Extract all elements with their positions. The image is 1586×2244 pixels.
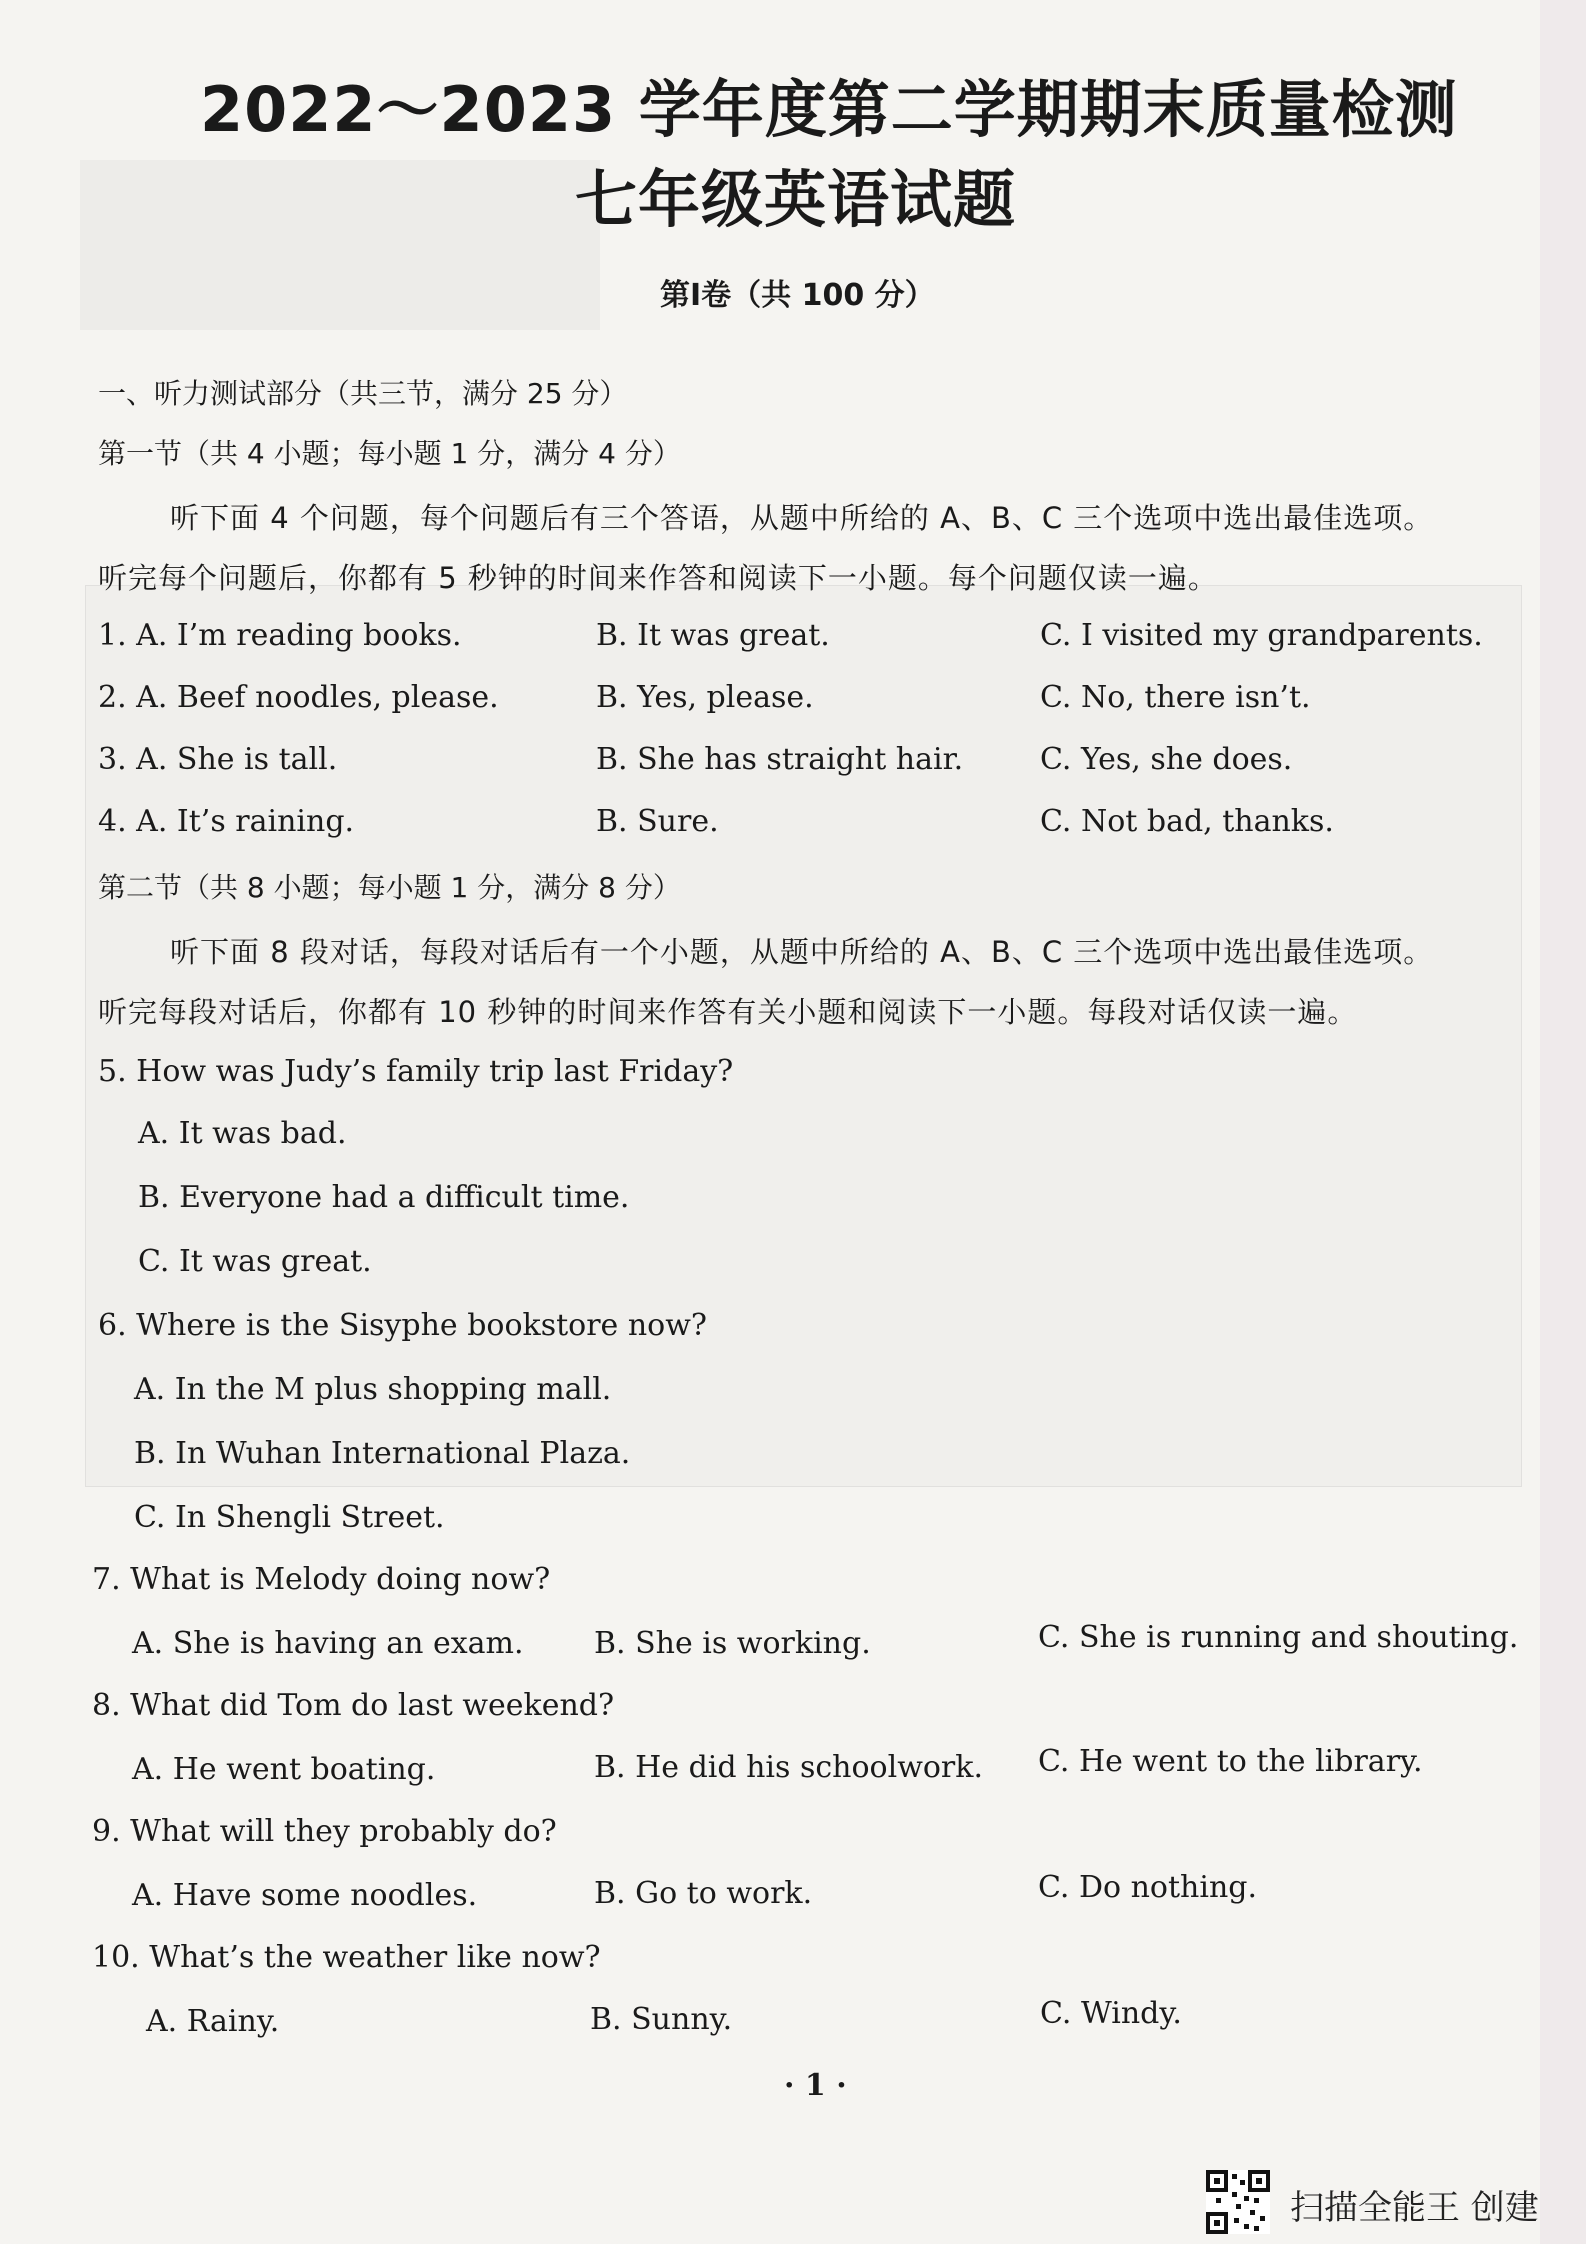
q8-option-a: A. He went boating. (132, 1752, 436, 1787)
q8-option-c: C. He went to the library. (1038, 1744, 1423, 1779)
bleed-through-patch (80, 160, 600, 330)
section1-instructions-line2: 听完每个问题后，你都有 5 秒钟的时间来作答和阅读下一小题。每个问题仅读一遍。 (98, 561, 1218, 595)
exam-title-line2: 七年级英语试题 (575, 163, 1017, 236)
q6-option-b: B. In Wuhan International Plaza. (134, 1436, 631, 1471)
q5-option-c: C. It was great. (138, 1244, 372, 1279)
section1-heading: 第一节（共 4 小题；每小题 1 分，满分 4 分） (98, 437, 681, 470)
q5-option-a: A. It was bad. (138, 1116, 347, 1151)
q5-option-b: B. Everyone had a difficult time. (138, 1180, 630, 1215)
q1-option-b: B. It was great. (596, 618, 830, 653)
q2-option-a: 2. A. Beef noodles, please. (98, 680, 499, 715)
q7-option-b: B. She is working. (594, 1626, 871, 1661)
q4-option-c: C. Not bad, thanks. (1040, 804, 1334, 839)
q9-option-b: B. Go to work. (594, 1876, 813, 1911)
exam-title-line1: 2022～2023 学年度第二学期期末质量检测 (200, 73, 1458, 146)
qr-code-icon (1206, 2170, 1270, 2234)
page-number: · 1 · (784, 2068, 847, 2103)
q5-stem: 5. How was Judy’s family trip last Friday? (98, 1054, 734, 1089)
section2-heading: 第二节（共 8 小题；每小题 1 分，满分 8 分） (98, 871, 681, 904)
q2-option-b: B. Yes, please. (596, 680, 814, 715)
q10-option-b: B. Sunny. (590, 2002, 733, 2037)
section2-instructions-line2: 听完每段对话后，你都有 10 秒钟的时间来作答有关小题和阅读下一小题。每段对话仅读一遍。 (98, 995, 1358, 1029)
part-heading: 一、听力测试部分（共三节，满分 25 分） (98, 377, 628, 410)
q4-option-b: B. Sure. (596, 804, 719, 839)
section2-instructions-line1: 听下面 8 段对话，每段对话后有一个小题，从题中所给的 A、B、C 三个选项中选出最佳选项。 (170, 935, 1434, 969)
q10-option-c: C. Windy. (1040, 1996, 1182, 2031)
q3-option-c: C. Yes, she does. (1040, 742, 1293, 777)
q10-option-a: A. Rainy. (146, 2004, 280, 2039)
section1-instructions-line1: 听下面 4 个问题，每个问题后有三个答语，从题中所给的 A、B、C 三个选项中选出最佳选项。 (170, 501, 1434, 535)
q1-option-a: 1. A. I’m reading books. (98, 618, 462, 653)
q6-option-a: A. In the M plus shopping mall. (134, 1372, 612, 1407)
q3-option-a: 3. A. She is tall. (98, 742, 338, 777)
q7-stem: 7. What is Melody doing now? (92, 1562, 551, 1597)
q9-option-a: A. Have some noodles. (132, 1878, 478, 1913)
page-edge-shadow (1540, 0, 1586, 2244)
q7-option-a: A. She is having an exam. (132, 1626, 524, 1661)
q6-stem: 6. Where is the Sisyphe bookstore now? (98, 1308, 707, 1343)
bleed-through-patch (85, 585, 1522, 1487)
q4-option-a: 4. A. It’s raining. (98, 804, 355, 839)
scanner-watermark-label: 扫描全能王 创建 (1290, 2188, 1539, 2228)
q6-option-c: C. In Shengli Street. (134, 1500, 445, 1535)
q7-option-c: C. She is running and shouting. (1038, 1620, 1519, 1655)
q9-stem: 9. What will they probably do? (92, 1814, 557, 1849)
volume-heading: 第Ⅰ卷（共 100 分） (660, 278, 935, 313)
q8-stem: 8. What did Tom do last weekend? (92, 1688, 615, 1723)
q8-option-b: B. He did his schoolwork. (594, 1750, 983, 1785)
q10-stem: 10. What’s the weather like now? (92, 1940, 601, 1975)
q2-option-c: C. No, there isn’t. (1040, 680, 1311, 715)
q3-option-b: B. She has straight hair. (596, 742, 964, 777)
q9-option-c: C. Do nothing. (1038, 1870, 1258, 1905)
q1-option-c: C. I visited my grandparents. (1040, 618, 1483, 653)
